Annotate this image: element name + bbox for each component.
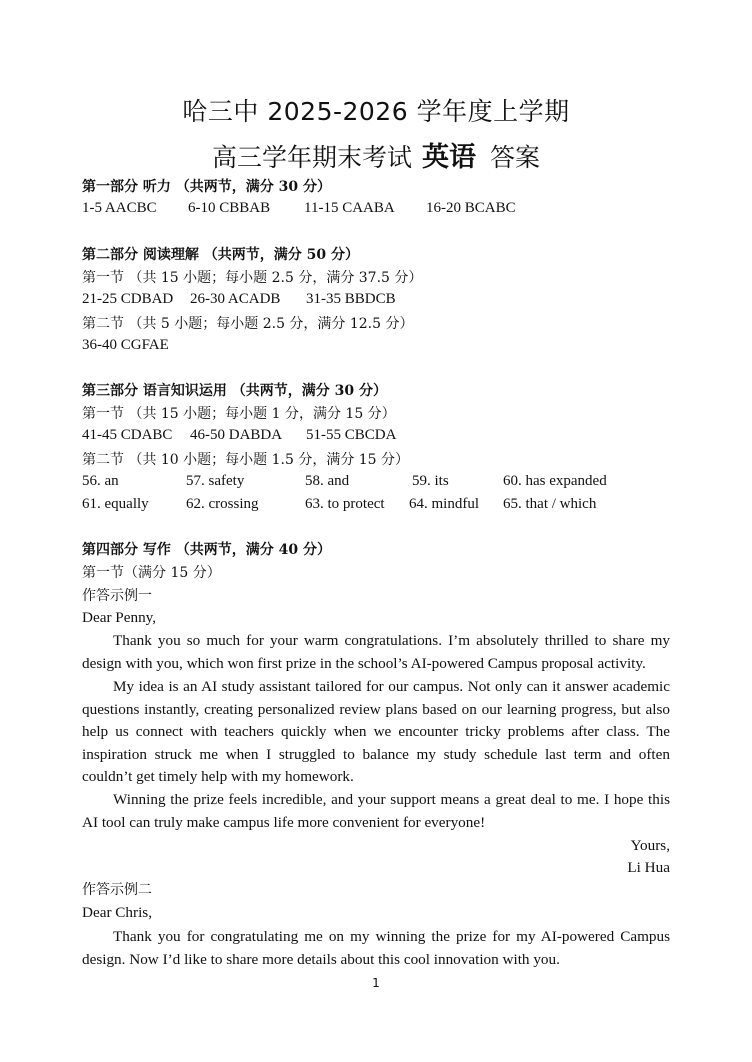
part2-answer-1: 21-25 CDBAD (82, 291, 174, 307)
part3-answer-1: 41-45 CDABC (82, 427, 173, 443)
part3-section2-label: 第二节 （共 10 小题；每小题 1.5 分，满分 15 分） (82, 452, 410, 468)
part2-heading: 第二部分 阅读理解 （共两节，满分 50 分） (82, 247, 359, 263)
part2-answer-3: 31-35 BBDCB (306, 291, 396, 307)
part2-answer-2: 26-30 ACADB (190, 291, 281, 307)
document-title-line2 (0, 135, 752, 174)
part3-heading: 第三部分 语言知识运用 （共两节，满分 30 分） (82, 383, 387, 399)
cloze-answer-58: 58. and (305, 473, 350, 489)
cloze-answer-63: 63. to protect (305, 496, 385, 512)
cloze-answer-59: 59. its (412, 473, 449, 489)
title-answer-label: 答案 (490, 143, 541, 172)
part3-section1-label: 第一节 （共 15 小题；每小题 1 分，满分 15 分） (82, 406, 396, 422)
letter1-paragraph-3: Winning the prize feels incredible, and your support means a great deal to me. I hope this AI tool can truly make campus life more convenient for everyone! (82, 791, 670, 831)
part4-heading: 第四部分 写作 （共两节，满分 40 分） (82, 542, 331, 558)
letter1-closing: Yours, (630, 837, 670, 854)
title-exam-name: 高三学年期末考试 (211, 143, 412, 172)
page-number: 1 (372, 976, 380, 990)
part1-answer-3: 11-15 CAABA (304, 200, 395, 216)
letter2-greeting: Dear Chris, (82, 904, 153, 921)
cloze-answer-61: 61. equally (82, 496, 149, 512)
cloze-answer-60: 60. has expanded (503, 473, 607, 489)
part4-section1-label: 第一节（满分 15 分） (82, 565, 221, 581)
cloze-answer-57: 57. safety (186, 473, 245, 489)
part2-answer-4: 36-40 CGFAE (82, 337, 169, 353)
cloze-answer-56: 56. an (82, 473, 119, 489)
part3-answer-2: 46-50 DABDA (190, 427, 283, 443)
part3-answer-3: 51-55 CBCDA (306, 427, 397, 443)
letter1-greeting: Dear Penny, (82, 609, 157, 626)
cloze-answer-64: 64. mindful (409, 496, 479, 512)
cloze-answer-62: 62. crossing (186, 496, 259, 512)
letter2-paragraph-1: Thank you for congratulating me on my winning the prize for my AI-powered Campus design. Now I’d like to share more details about this cool innovation with you. (82, 928, 670, 968)
part2-section2-label: 第二节 （共 5 小题；每小题 2.5 分，满分 12.5 分） (82, 316, 414, 332)
letter1-signature: Li Hua (627, 859, 670, 876)
part1-heading: 第一部分 听力 （共两节，满分 30 分） (82, 179, 331, 195)
document-title-line1: 哈三中 2025-2026 学年度上学期 (182, 97, 570, 126)
part1-answer-1: 1-5 AACBC (82, 200, 157, 216)
cloze-answer-65: 65. that / which (503, 496, 597, 512)
example2-label: 作答示例二 (82, 882, 152, 898)
letter1-paragraph-1: Thank you so much for your warm congratulations. I’m absolutely thrilled to share my design with you, which won first prize in the school’s AI-powered Campus proposal activity. (82, 632, 670, 672)
title-subject: 英语 (422, 142, 476, 173)
part2-section1-label: 第一节 （共 15 小题；每小题 2.5 分，满分 37.5 分） (82, 270, 423, 286)
part1-answer-2: 6-10 CBBAB (188, 200, 271, 216)
part1-answer-4: 16-20 BCABC (426, 200, 516, 216)
example1-label: 作答示例一 (82, 588, 152, 604)
letter1-paragraph-2: My idea is an AI study assistant tailored for our campus. Not only can it answer academic questions instantly, creating personalized review plans based on our learning progress, but also help us connect with teachers quickly when we encounter tricky problems after class. The inspiration struck me when I struggled to balance my study schedule last term and often couldn’t get timely help with my homework. (82, 678, 670, 786)
